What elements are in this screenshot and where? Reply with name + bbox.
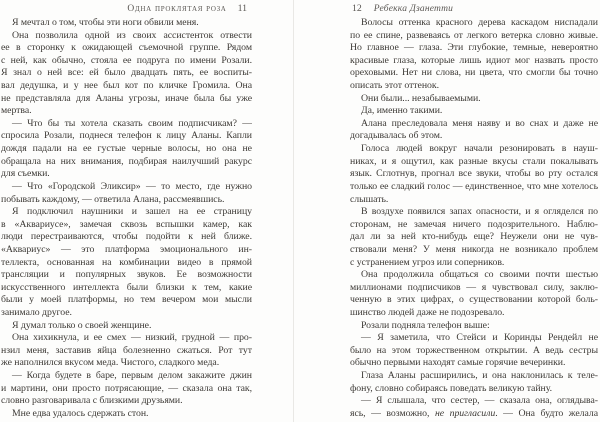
left-page-text xyxy=(1,17,252,422)
text-line: — Я заметила, что Стейси и Коринды Рендейл не xyxy=(361,332,598,344)
text-line: Алана преследовала меня наяву и во снах и даже не xyxy=(361,117,598,129)
text-line: нзил меня, заставив яйца болезненно сжаться. Рот тут xyxy=(1,344,252,356)
text-line: — Что «Городской Эликсир» — то место, где нужно xyxy=(12,180,252,192)
text-line: словно разговаривала с близкими друзьями. xyxy=(1,395,183,407)
text-line: язык. Сглотнув, прогнал все звуки, чтобы во рту остался xyxy=(350,168,598,180)
text-line: обращала на них внимания, подбирая наилучший ракурс xyxy=(1,155,252,167)
text-line: не представляла для Аланы угрозы, иначе была бы уже xyxy=(1,92,252,104)
text-line: сторонам, не замечая ничего подозрительного. Наблю- xyxy=(350,218,598,230)
text-line: вал дедушка, и у нее был кот по кличке Громила. Она xyxy=(1,80,252,92)
left-page-number: 11 xyxy=(237,3,247,14)
text-line: искусственного интеллекта были близки к тем, какие xyxy=(1,281,252,293)
text-line: ясь, — возможно, не пригласили. — Она будто желала xyxy=(350,407,598,419)
text-line: спросила Розали, поднеся телефон к лицу Аланы. Капли xyxy=(1,130,252,142)
text-line: — Что бы ты хотела сказать своим подписчикам? — xyxy=(12,117,252,129)
text-line: побывать каждому, — ответила Алана, рассмеявшись. xyxy=(1,193,225,205)
text-line: Волосы оттенка красного дерева каскадом ниспадали xyxy=(361,17,598,28)
text-line: Я думал только о своей женщине. xyxy=(12,319,152,331)
text-line: было на этом торжественном открытии. А ведь сестры xyxy=(350,344,598,356)
text-line: Она хихикнула, и ее смех — низкий, грудной — про- xyxy=(12,332,252,344)
text-line: люди перестраиваются, чтобы подойти к ней ближе. xyxy=(1,231,252,243)
text-line: мертва. xyxy=(1,105,32,117)
text-line: миллионами подписчиков — я чувствовал силу, заклю- xyxy=(350,281,598,293)
text-line: Она позволила одной из своих ассистенток отвести xyxy=(12,29,252,41)
text-line: Я знал о ней все: ей было двадцать пять, ее воспиты- xyxy=(1,67,252,79)
text-line: Она продолжила общаться со своими почти шестью xyxy=(361,269,598,281)
text-line: описать этот оттенок. xyxy=(350,80,439,92)
text-line: Розали подняла телефон выше: xyxy=(361,319,490,331)
text-line: по ее спине, развеваясь от легкого ветерка словно живые. xyxy=(350,29,598,41)
text-line: с ней, как обычно, стояла ее подруга по имени Розали. xyxy=(1,54,252,66)
text-line: ореховыми. Нет ни слова, ни цвета, что смогли бы точно xyxy=(350,67,598,79)
text-line: Я подключил наушники и зашел на ее страницу xyxy=(12,206,252,218)
text-line: красивые глаза, которые лишь идиот мог назвать просто xyxy=(350,54,598,66)
text-line: ченную в этих цифрах, о существовании которой боль- xyxy=(350,294,598,306)
text-line: ее в сторонку к ожидающей съемочной группе. Рядом xyxy=(1,42,252,54)
text-line: дождя падали на ее густые черные волосы, но она не xyxy=(1,143,252,155)
text-line: дал ли за ней кто-нибудь еще? Неужели они не чув- xyxy=(350,231,598,243)
text-line: фону, словно собираясь поведать великую тайну. xyxy=(350,382,552,394)
text-line: теллекта, основанная на комбинации видео в прямой xyxy=(1,256,252,268)
text-line: Но главное — глаза. Эти глубокие, темные, невероятно xyxy=(350,42,598,54)
text-line: — Я слышала, что сестер, — сказала она, оглядыва- xyxy=(361,395,598,407)
text-line: слышать. xyxy=(350,193,389,205)
right-page xyxy=(350,0,598,422)
text-line: же наполнился вкусом меда. Чистого, сладкого меда. xyxy=(1,357,220,369)
text-line: шинство людей даже не подозревало. xyxy=(350,307,505,319)
text-line: никах, и я ощутил, как разные вкусы стали покалывать xyxy=(350,155,598,167)
text-line: Мне едва удалось сдержать стон. xyxy=(12,407,149,419)
right-page-header xyxy=(350,3,598,14)
text-line: с устранением угроз или соперников. xyxy=(350,256,505,268)
text-line: Я мечтал о том, чтобы эти ноги обвили меня. xyxy=(12,17,199,28)
text-line: для съемки. xyxy=(1,168,50,180)
page-gutter-divider xyxy=(293,0,294,422)
left-page-header xyxy=(1,3,252,14)
text-line: обычно первыми находят самые горячие вечеринки. xyxy=(350,357,566,369)
text-line: догадывалась об этом. xyxy=(350,130,443,142)
left-page xyxy=(1,0,252,422)
text-line: Они были... незабываемыми. xyxy=(361,92,481,104)
text-line: «Аквариус» — это платформа эмоционального ин- xyxy=(1,243,252,255)
text-line: трансляции и популярных звуков. Ее возможности xyxy=(1,269,252,281)
text-line: занимало другое. xyxy=(1,307,72,319)
left-running-title: Одна проклятая роза xyxy=(127,4,227,14)
right-page-text xyxy=(350,17,598,422)
text-line: только ее сладкий голос — единственное, что мне хотелось xyxy=(350,180,598,192)
text-line: В воздухе появился запах опасности, и я огляделся по xyxy=(361,206,598,218)
text-line: были у моей платформы, но тем вечером мои мысли xyxy=(1,294,252,306)
text-line: Голоса людей вокруг начали резонировать в науш- xyxy=(361,143,598,155)
text-line: ствовали меня? У меня никогда не возникало проблем xyxy=(350,243,598,255)
right-page-number: 12 xyxy=(352,3,362,14)
text-line: Да, именно такими. xyxy=(361,105,443,117)
text-line: и мартини, они просто потрясающие, — сказала она так, xyxy=(1,382,252,394)
text-line: — Когда будете в баре, первым делом закажите джин xyxy=(12,370,252,382)
text-line: Глаза Аланы расширились, и она наклонилась к теле- xyxy=(361,370,598,382)
text-line: в «Аквариусе», замечая сквозь вспышки камер, как xyxy=(1,218,252,230)
right-running-title: Ребекка Дзанетти xyxy=(373,4,454,14)
